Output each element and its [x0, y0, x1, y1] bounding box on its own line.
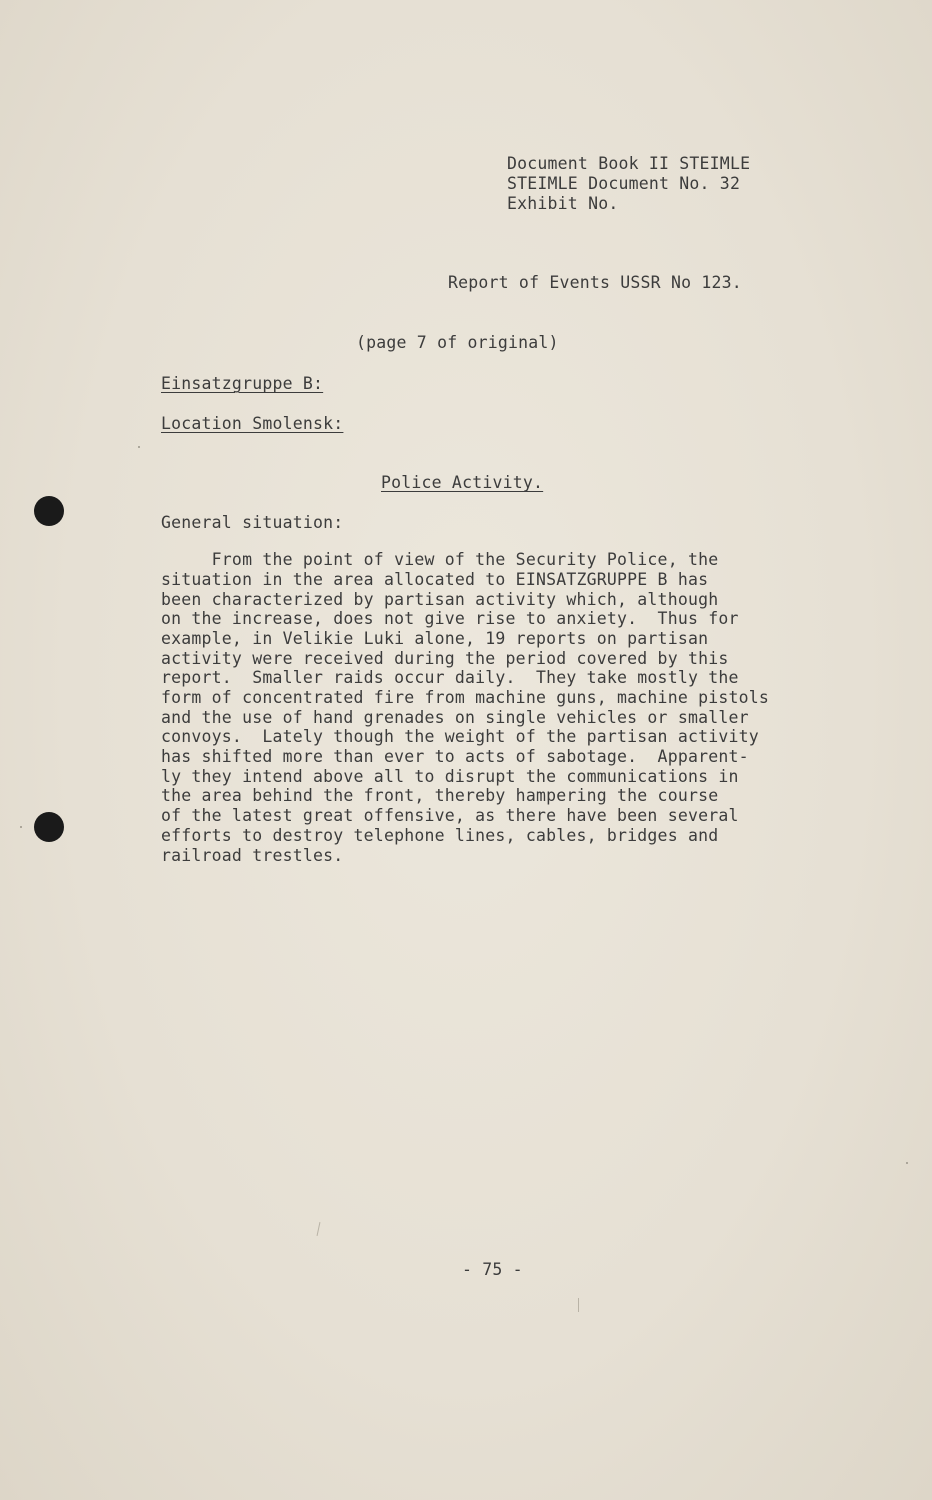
punch-hole-bottom: [34, 812, 64, 842]
body-line: example, in Velikie Luki alone, 19 reports on partisan: [161, 629, 709, 648]
body-line: From the point of view of the Security Police, the: [161, 550, 719, 569]
punch-hole-top: [34, 496, 64, 526]
paper-speck: [906, 1162, 908, 1164]
body-line: on the increase, does not give rise to anxiety. Thus for: [161, 609, 739, 628]
body-line: convoys. Lately though the weight of the partisan activity: [161, 727, 759, 746]
body-line: activity were received during the period covered by this: [161, 649, 729, 668]
body-line: form of concentrated fire from machine guns, machine pistols: [161, 688, 770, 707]
subsection-title: General situation:: [161, 513, 344, 532]
paper-speck: [20, 826, 22, 828]
body-line: ly they intend above all to disrupt the communications in: [161, 767, 739, 786]
body-line: railroad trestles.: [161, 846, 344, 865]
body-line: has shifted more than ever to acts of sabotage. Apparent-: [161, 747, 749, 766]
paper-speck: [138, 446, 140, 448]
section-title: Police Activity.: [381, 473, 544, 492]
report-title: Report of Events USSR No 123.: [448, 273, 742, 292]
exhibit-line: Exhibit No.: [507, 194, 619, 213]
document-number-line: STEIMLE Document No. 32: [507, 174, 741, 193]
paper-mark: [578, 1298, 579, 1312]
page-reference: (page 7 of original): [356, 333, 559, 352]
body-line: been characterized by partisan activity which, although: [161, 590, 719, 609]
document-book-line: Document Book II STEIMLE: [507, 154, 751, 173]
paper-mark: [317, 1222, 321, 1236]
page-number: - 75 -: [462, 1260, 523, 1279]
location-heading: Location Smolensk:: [161, 414, 344, 433]
group-heading: Einsatzgruppe B:: [161, 374, 324, 393]
body-line: of the latest great offensive, as there have been several: [161, 806, 739, 825]
body-line: report. Smaller raids occur daily. They take mostly the: [161, 668, 739, 687]
body-line: the area behind the front, thereby hampering the course: [161, 786, 719, 805]
body-line: situation in the area allocated to EINSATZGRUPPE B has: [161, 570, 709, 589]
body-line: and the use of hand grenades on single vehicles or smaller: [161, 708, 749, 727]
body-line: efforts to destroy telephone lines, cables, bridges and: [161, 826, 719, 845]
